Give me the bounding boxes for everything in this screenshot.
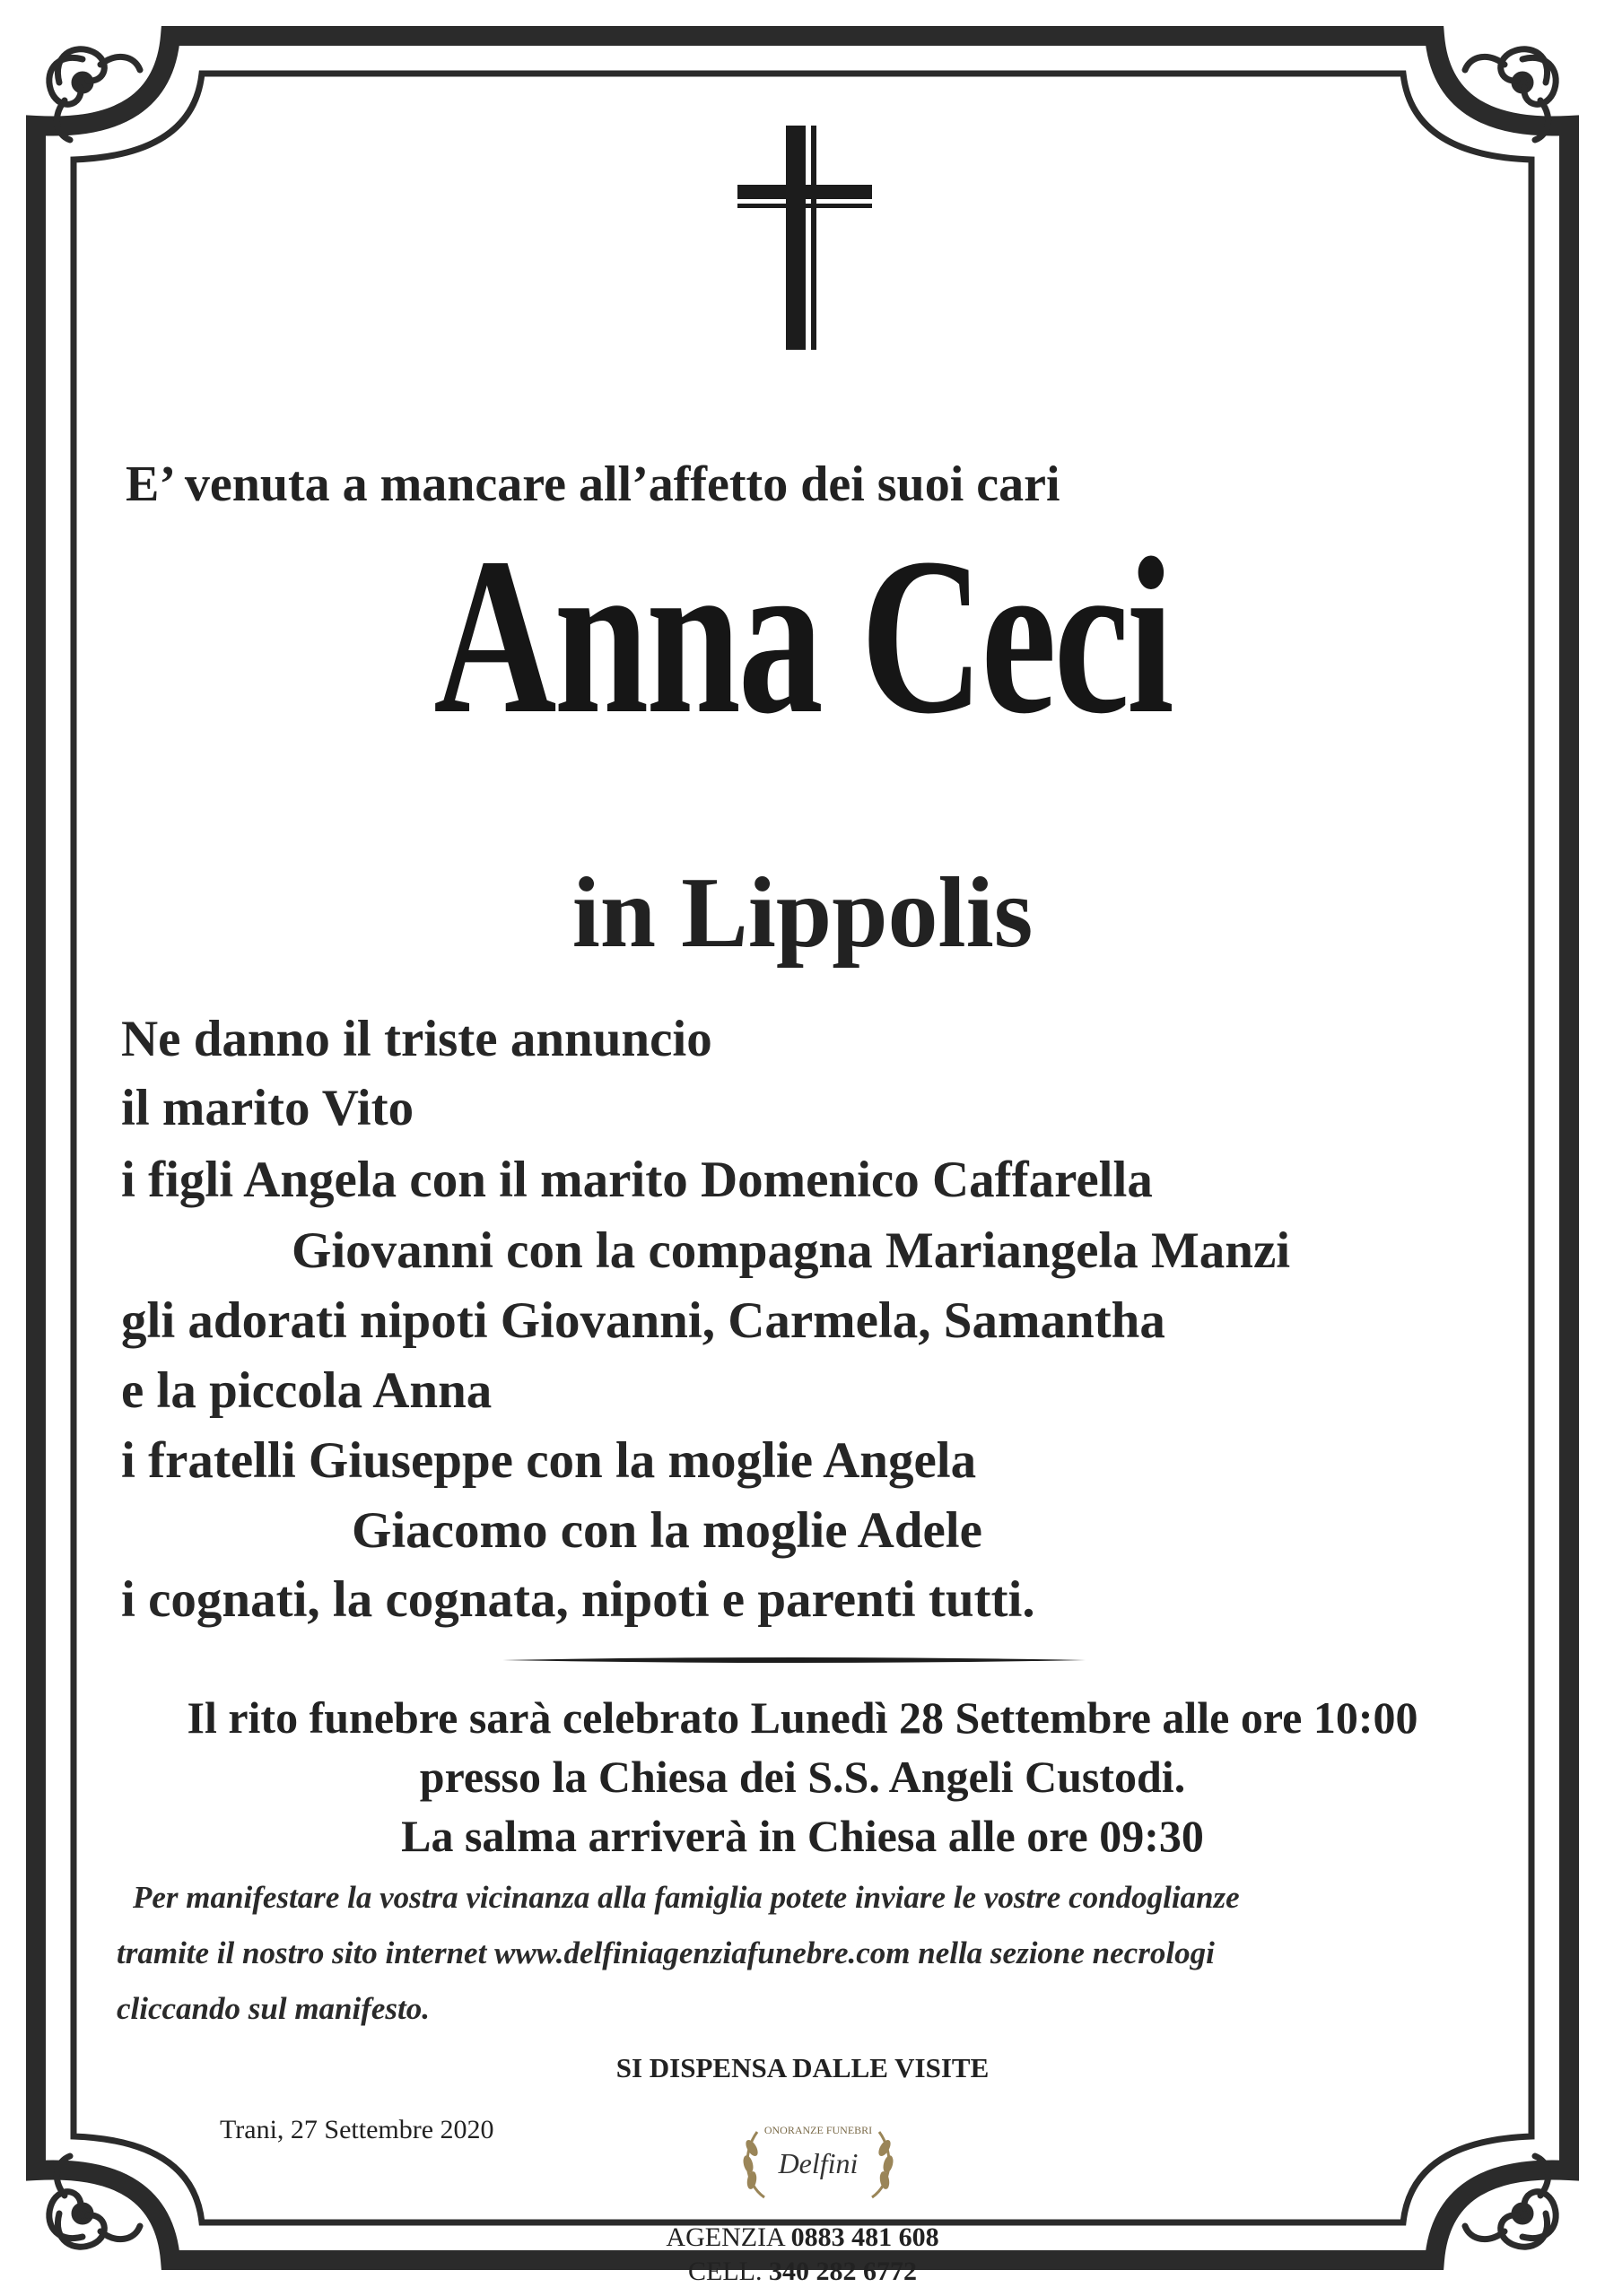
ceremony-line: presso la Chiesa dei S.S. Angeli Custodi. [419,1752,1186,1802]
mourner-line: i figli Angela con il marito Domenico Caffarella [121,1152,1153,1208]
mourner-line: e la piccola Anna [121,1362,493,1419]
svg-text:ONORANZE FUNEBRI: ONORANZE FUNEBRI [763,2124,873,2136]
condolence-line: cliccando sul manifesto. [117,1991,431,2026]
svg-text:Delfini: Delfini [778,2147,859,2179]
mourner-line: gli adorati nipoti Giovanni, Carmela, Samantha [121,1292,1165,1349]
mourner-line: Giovanni con la compagna Mariangela Manzi [292,1222,1291,1279]
place-date: Trani, 27 Settembre 2020 [220,2115,494,2144]
intro-text: E’ venuta a mancare all’affetto dei suoi cari [126,457,1060,512]
agency-phone: AGENZIA 0883 481 608 [666,2222,939,2252]
divider-icon [502,1656,1086,1665]
mourner-line: Ne danno il triste annuncio [121,1011,712,1067]
mourner-line: i fratelli Giuseppe con la moglie Angela [121,1432,977,1489]
cross-icon [737,126,872,350]
no-visits-notice: SI DISPENSA DALLE VISITE [615,2052,990,2083]
married-name: in Lippolis [571,857,1034,969]
mourner-line: i cognati, la cognata, nipoti e parenti tutti. [121,1571,1035,1628]
deceased-name: Anna Ceci [433,512,1172,761]
condolence-line: tramite il nostro sito internet www.delfiniagenziafunebre.com nella sezione necrologi [117,1935,1215,1970]
condolence-line: Per manifestare la vostra vicinanza alla famiglia potete inviare le vostre condoglianze [133,1880,1240,1915]
agency-logo [728,2112,908,2211]
agency-cell: CELL. 340 282 6772 [688,2257,917,2286]
ceremony-line: Il rito funebre sarà celebrato Lunedì 28 Settembre alle ore 10:00 [187,1692,1418,1743]
mourner-line: Giacomo con la moglie Adele [352,1502,982,1559]
mourner-line: il marito Vito [121,1080,414,1136]
ceremony-line: La salma arriverà in Chiesa alle ore 09:30 [401,1811,1204,1861]
